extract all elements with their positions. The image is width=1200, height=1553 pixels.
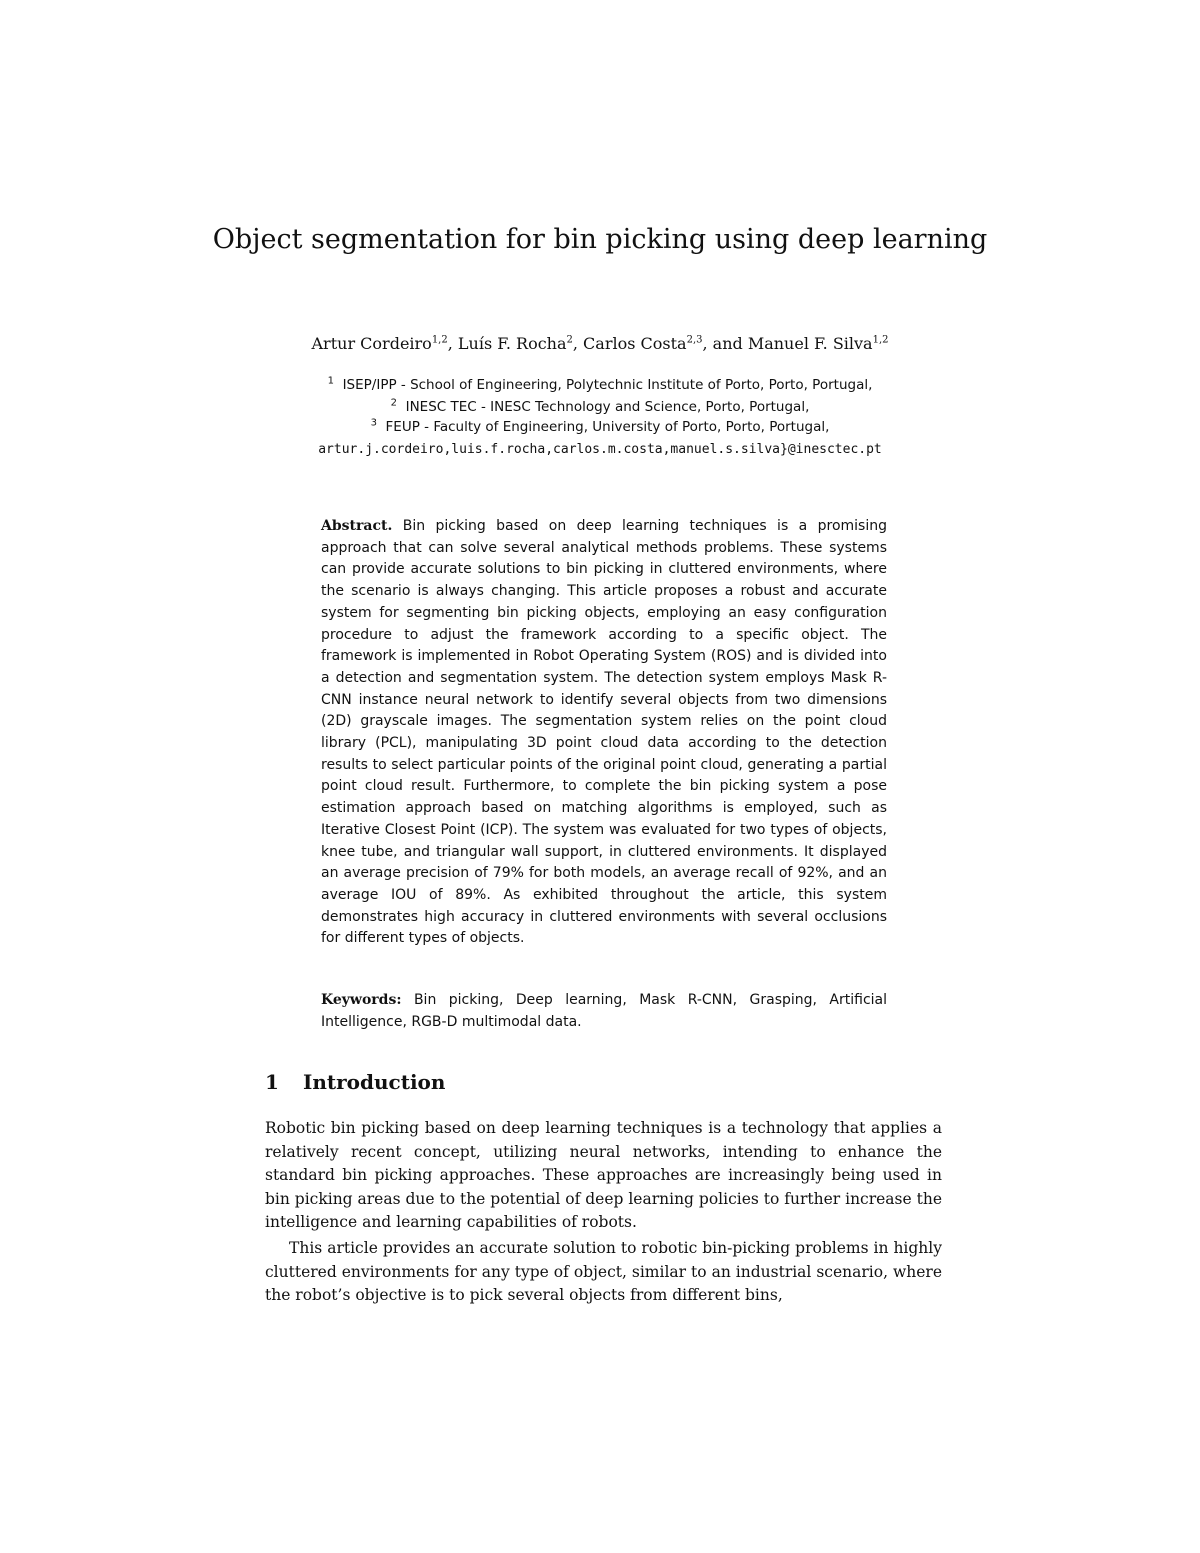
- abstract: [321, 516, 887, 950]
- keywords: [321, 989, 887, 1033]
- affiliation: [150, 397, 1050, 417]
- author-name: Artur Cordeiro: [311, 334, 432, 353]
- author-name: Manuel F. Silva: [747, 334, 873, 353]
- section-title: Introduction: [303, 1070, 446, 1094]
- author-affiliation-mark: 1,2: [431, 334, 448, 346]
- author-affiliation-mark: 1,2: [872, 334, 889, 346]
- affiliation-mark: 3: [370, 417, 377, 429]
- abstract-label: Abstract.: [321, 518, 393, 534]
- body-paragraph: Robotic bin picking based on deep learning techniques is a technology that applies a relatively recent concept, utilizing neural networks, intending to enhance the standard bin picking approaches. These approaches are increasingly being used in bin picking areas due to the potential of deep learning policies to further increase the intelligence and learning capabilities of robots.: [265, 1119, 942, 1231]
- author-emails: artur.j.cordeiro,luis.f.rocha,carlos.m.costa,manuel.s.silva}@inesctec.pt: [318, 442, 882, 457]
- author-name: Luís F. Rocha: [457, 334, 567, 353]
- affiliation: [150, 375, 1050, 395]
- keywords-text: Bin picking, Deep learning, Mask R-CNN, Grasping, Artificial Intelligence, RGB-D multimodal data.: [321, 992, 887, 1030]
- author-name: Carlos Costa: [583, 334, 687, 353]
- author-list: [150, 333, 1050, 355]
- section-number: 1: [265, 1070, 279, 1094]
- affiliation: [150, 417, 1050, 437]
- paper-title: Object segmentation for bin picking using deep learning: [212, 224, 988, 255]
- author-affiliation-mark: 2: [566, 334, 573, 346]
- author-separator: , and: [702, 334, 748, 353]
- author-separator: ,: [447, 334, 458, 353]
- keywords-label: Keywords:: [321, 992, 402, 1008]
- abstract-text: Bin picking based on deep learning techniques is a promising approach that can solve several analytical methods problems. These systems can provide accurate solutions to bin picking in cluttered environments, where the scenario is always changing. This article proposes a robust and accurate system for segmenting bin picking objects, employing an easy configuration procedure to adjust the framework according to a specific object. The framework is implemented in Robot Operating System (ROS) and is divided into a detection and segmentation system. The detection system employs Mask R-CNN instance neural network to identify several objects from two dimensions (2D) grayscale images. The segmentation system relies on the point cloud library (PCL), manipulating 3D point cloud data according to the detection results to select particular points of the original point cloud, generating a partial point cloud result. Furthermore, to complete the bin picking system a pose estimation approach based on matching algorithms is employed, such as Iterative Closest Point (ICP). The system was evaluated for two types of objects, knee tube, and triangular wall support, in cluttered environments. It displayed an average precision of 79% for both models, an average recall of 92%, and an average IOU of 89%. As exhibited throughout the article, this system demonstrates high accuracy in cluttered environments with several occlusions for different types of objects.: [321, 518, 887, 947]
- section-heading: [265, 1068, 445, 1096]
- affiliation-mark: 1: [327, 375, 334, 387]
- author-separator: ,: [572, 334, 584, 353]
- affiliation-mark: 2: [390, 397, 397, 409]
- affiliation-text: FEUP - Faculty of Engineering, University of Porto, Porto, Portugal,: [385, 419, 830, 435]
- body-paragraph: This article provides an accurate solution to robotic bin-picking problems in highly cluttered environments for any type of object, similar to an industrial scenario, where the robot’s objective is to pick several objects from different bins,: [265, 1239, 942, 1304]
- affiliation-text: ISEP/IPP - School of Engineering, Polytechnic Institute of Porto, Porto, Portugal,: [342, 377, 873, 393]
- author-affiliation-mark: 2,3: [686, 334, 703, 346]
- affiliation-text: INESC TEC - INESC Technology and Science, Porto, Portugal,: [405, 399, 810, 415]
